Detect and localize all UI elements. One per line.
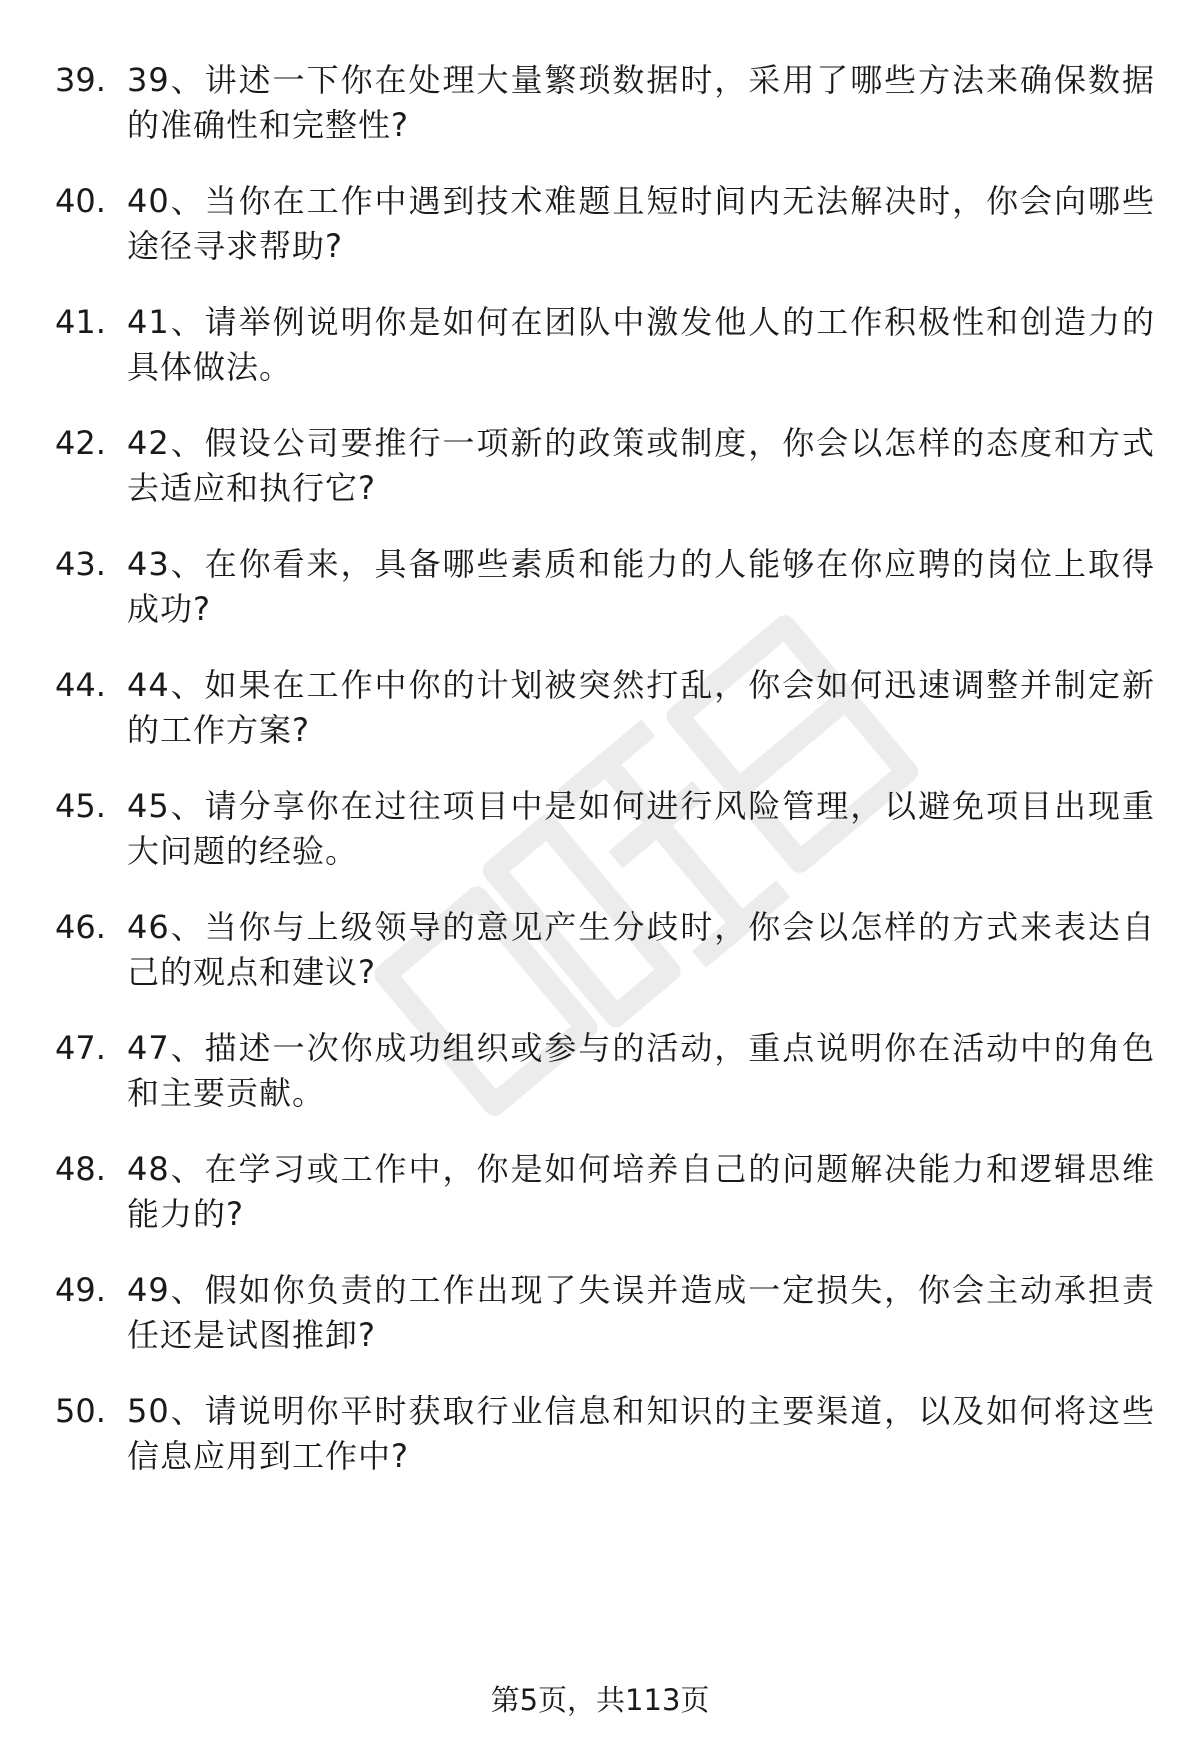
question-item (55, 1147, 1155, 1237)
question-item (55, 905, 1155, 995)
question-item (55, 300, 1155, 390)
question-number: 40. (55, 182, 106, 220)
question-text: 40、当你在工作中遇到技术难题且短时间内无法解决时，你会向哪些途径寻求帮助? (127, 182, 1155, 265)
question-text: 42、假设公司要推行一项新的政策或制度，你会以怎样的态度和方式去适应和执行它? (127, 424, 1155, 507)
page-number-label: 第5页，共113页 (490, 1683, 710, 1717)
question-number: 44. (55, 666, 106, 704)
question-text: 47、描述一次你成功组织或参与的活动，重点说明你在活动中的角色和主要贡献。 (127, 1029, 1155, 1112)
question-number: 50. (55, 1392, 106, 1430)
question-number: 43. (55, 545, 106, 583)
question-item (55, 1268, 1155, 1358)
question-number: 42. (55, 424, 106, 462)
question-item (55, 663, 1155, 753)
question-text: 49、假如你负责的工作出现了失误并造成一定损失，你会主动承担责任还是试图推卸? (127, 1271, 1155, 1354)
question-text: 50、请说明你平时获取行业信息和知识的主要渠道，以及如何将这些信息应用到工作中? (127, 1392, 1155, 1475)
question-number: 39. (55, 61, 106, 99)
question-item (55, 1389, 1155, 1479)
question-item (55, 542, 1155, 632)
question-text: 41、请举例说明你是如何在团队中激发他人的工作积极性和创造力的具体做法。 (127, 303, 1155, 386)
question-item (55, 58, 1155, 148)
question-number: 47. (55, 1029, 106, 1067)
question-item (55, 1026, 1155, 1116)
question-item (55, 421, 1155, 511)
question-text: 43、在你看来，具备哪些素质和能力的人能够在你应聘的岗位上取得成功? (127, 545, 1155, 628)
question-item (55, 179, 1155, 269)
question-number: 41. (55, 303, 106, 341)
question-number: 46. (55, 908, 106, 946)
question-text: 39、讲述一下你在处理大量繁琐数据时，采用了哪些方法来确保数据的准确性和完整性? (127, 61, 1155, 144)
question-item (55, 784, 1155, 874)
question-number: 49. (55, 1271, 106, 1309)
question-text: 45、请分享你在过往项目中是如何进行风险管理，以避免项目出现重大问题的经验。 (127, 787, 1155, 870)
question-number: 45. (55, 787, 106, 825)
page-footer (0, 1680, 1200, 1720)
question-text: 44、如果在工作中你的计划被突然打乱，你会如何迅速调整并制定新的工作方案? (127, 666, 1155, 749)
question-text: 46、当你与上级领导的意见产生分歧时，你会以怎样的方式来表达自己的观点和建议? (127, 908, 1155, 991)
question-number: 48. (55, 1150, 106, 1188)
question-text: 48、在学习或工作中，你是如何培养自己的问题解决能力和逻辑思维能力的? (127, 1150, 1155, 1233)
question-list (55, 58, 1155, 1510)
